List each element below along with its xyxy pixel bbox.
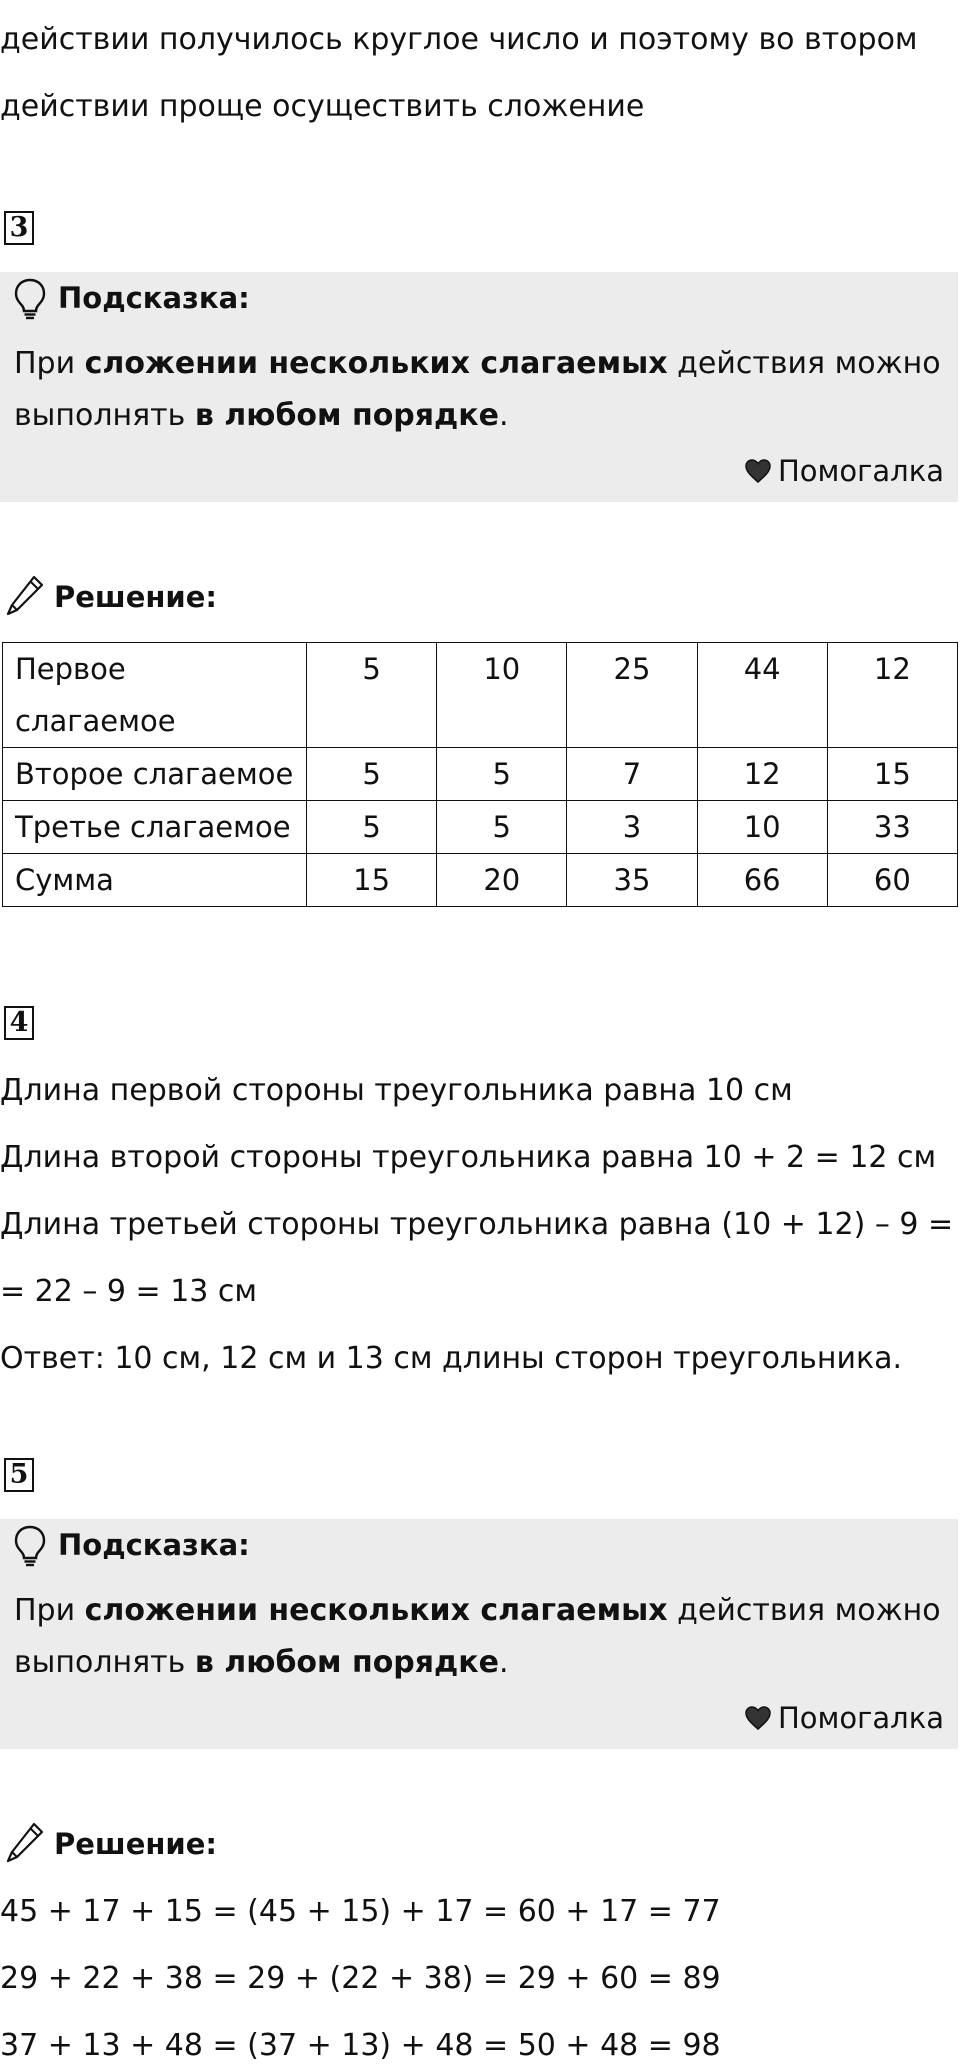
table-cell: 15 [307, 854, 437, 907]
lightbulb-icon [12, 277, 48, 325]
pencil-icon [4, 573, 46, 623]
table-cell: 35 [567, 854, 697, 907]
table-cell: 20 [437, 854, 567, 907]
table-row [3, 801, 958, 854]
hint-title: Подсказка: [58, 281, 250, 315]
task-number-5: 5 [4, 1458, 34, 1492]
table-cell: 5 [307, 801, 437, 854]
table-cell: 7 [567, 748, 697, 801]
solution-title: Решение: [54, 580, 218, 614]
table-cell: 60 [827, 854, 957, 907]
table-row [3, 748, 958, 801]
table-cell: 10 [697, 801, 827, 854]
table-cell: 5 [437, 801, 567, 854]
table-cell: 5 [307, 643, 437, 748]
heart-icon [744, 1701, 772, 1741]
helper-credit: Помогалка [744, 451, 944, 494]
task-number-4: 4 [4, 1006, 34, 1040]
pencil-icon [4, 1820, 46, 1870]
task4-answer: Ответ: 10 см, 12 см и 13 см длины сторон треугольника. [0, 1341, 903, 1376]
hint-box-task3 [0, 272, 958, 502]
task5-line-3: 37 + 13 + 48 = (37 + 13) + 48 = 50 + 48 = 98 [0, 2028, 721, 2063]
task4-line-3: Длина третьей стороны треугольника равна (10 + 12) – 9 = [0, 1207, 954, 1242]
helper-credit: Помогалка [744, 1698, 944, 1741]
table-cell: 3 [567, 801, 697, 854]
lightbulb-icon [12, 1524, 48, 1572]
table-cell: 5 [437, 748, 567, 801]
hint-text: При сложении нескольких слагаемых действия можно выполнять в любом порядке. [14, 346, 941, 433]
solution-title: Решение: [54, 1827, 218, 1861]
table-cell: 25 [567, 643, 697, 748]
intro-line-1: действии получилось круглое число и поэтому во втором [0, 22, 918, 57]
hint-box-task5 [0, 1519, 958, 1749]
row-label: Первое слагаемое [3, 643, 307, 748]
task5-line-1: 45 + 17 + 15 = (45 + 15) + 17 = 60 + 17 = 77 [0, 1894, 721, 1929]
table-cell: 5 [307, 748, 437, 801]
task4-line-4: = 22 – 9 = 13 см [0, 1274, 258, 1309]
addends-table [2, 642, 958, 907]
task5-line-2: 29 + 22 + 38 = 29 + (22 + 38) = 29 + 60 = 89 [0, 1961, 721, 1996]
task-number-3: 3 [4, 211, 34, 245]
hint-title: Подсказка: [58, 1528, 250, 1562]
table-cell: 15 [827, 748, 957, 801]
table-cell: 66 [697, 854, 827, 907]
heart-icon [744, 454, 772, 494]
table-row [3, 854, 958, 907]
table-cell: 10 [437, 643, 567, 748]
row-label: Второе слагаемое [3, 748, 307, 801]
table-cell: 12 [827, 643, 957, 748]
row-label: Сумма [3, 854, 307, 907]
task4-line-1: Длина первой стороны треугольника равна 10 см [0, 1073, 793, 1108]
intro-line-2: действии проще осуществить сложение [0, 89, 645, 124]
task4-line-2: Длина второй стороны треугольника равна 10 + 2 = 12 см [0, 1140, 937, 1175]
hint-text: При сложении нескольких слагаемых действия можно выполнять в любом порядке. [14, 1593, 941, 1680]
table-cell: 44 [697, 643, 827, 748]
table-cell: 12 [697, 748, 827, 801]
table-row [3, 643, 958, 748]
row-label: Третье слагаемое [3, 801, 307, 854]
table-cell: 33 [827, 801, 957, 854]
